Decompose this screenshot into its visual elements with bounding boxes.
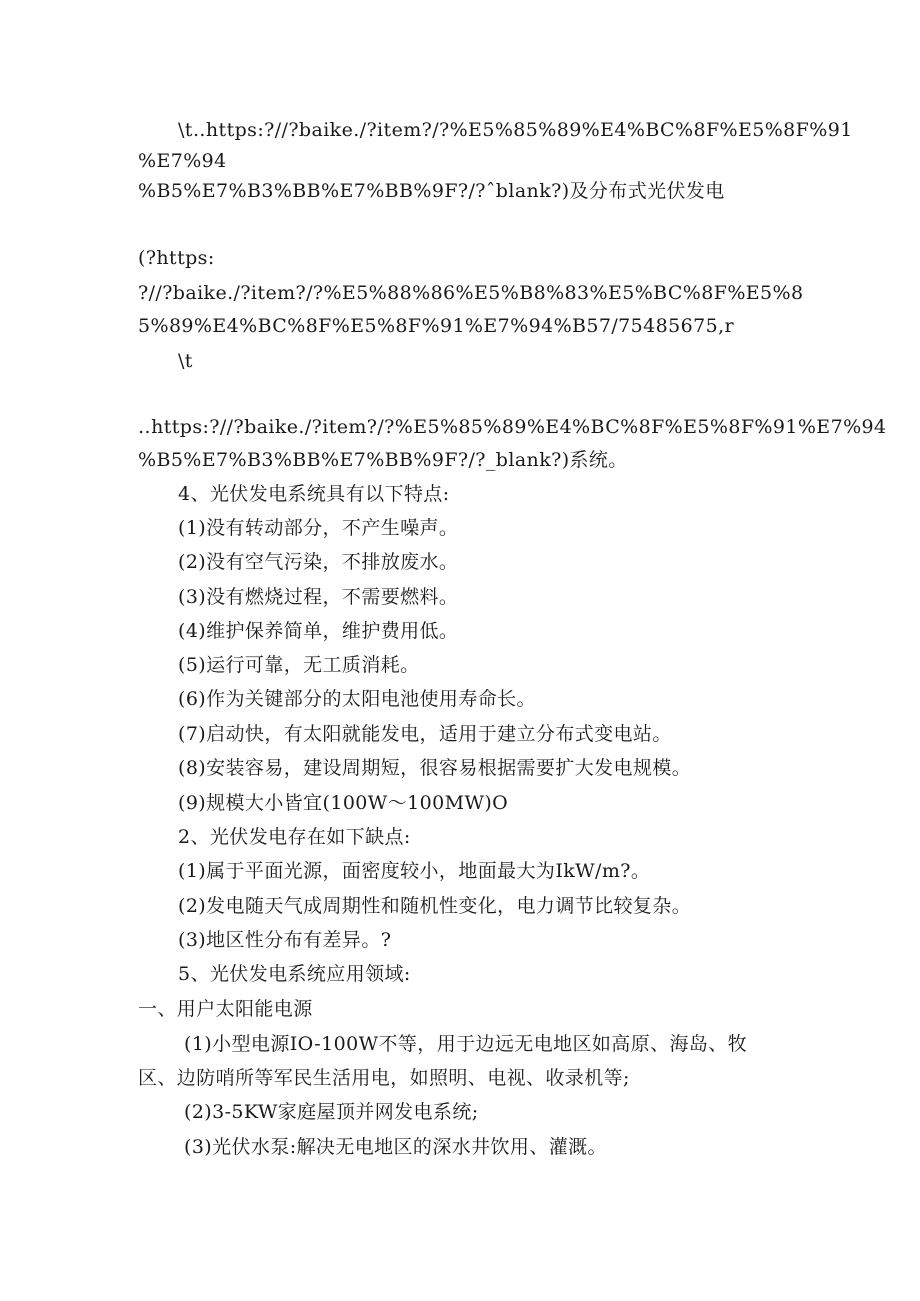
application-item-2: (2)3-5KW家庭屋顶并网发电系统;: [184, 1101, 479, 1123]
subsection-heading-user-solar: 一、用户太阳能电源: [138, 998, 313, 1020]
application-item-3: (3)光伏水泵:解决无电地区的深水井饮用、灌溉。: [184, 1136, 607, 1158]
section-heading-applications: 5、光伏发电系统应用领域:: [178, 963, 411, 985]
section-heading-drawbacks: 2、光伏发电存在如下缺点:: [178, 826, 411, 848]
url-line-9: %B5%E7%B3%BB%E7%BB%9F?/?_blank?)系统。: [138, 449, 628, 471]
application-item-1-cont: 区、边防哨所等军民生活用电，如照明、电视、收录机等;: [138, 1067, 630, 1089]
feature-item-3: (3)没有燃烧过程，不需要燃料。: [178, 586, 459, 608]
section-heading-features: 4、光伏发电系统具有以下特点:: [178, 483, 450, 505]
feature-item-1: (1)没有转动部分，不产生噪声。: [178, 517, 459, 539]
drawback-item-3: (3)地区性分布有差异。?: [178, 929, 392, 951]
feature-item-2: (2)没有空气污染，不排放废水。: [178, 551, 459, 573]
feature-item-9: (9)规模大小皆宜(100W～100MW)O: [178, 792, 509, 814]
url-line-4: (?https:: [138, 247, 215, 269]
url-line-6: 5%89%E4%BC%8F%E5%8F%91%E7%94%B57/75485675,r: [138, 315, 734, 337]
feature-item-6: (6)作为关键部分的太阳电池使用寿命长。: [178, 688, 536, 710]
application-item-1: (1)小型电源IO-100W不等，用于边远无电地区如高原、海岛、牧: [184, 1033, 748, 1055]
url-line-8: ‥https:?//?baike./?item?/?%E5%85%89%E4%BC%8F%E5%8F%91%E7%94: [138, 416, 887, 438]
url-line-1: \t‥https:?//?baike./?item?/?%E5%85%89%E4%BC%8F%E5%8F%91: [178, 119, 853, 141]
url-line-7: \t: [178, 350, 193, 372]
feature-item-4: (4)维护保养简单，维护费用低。: [178, 620, 459, 642]
feature-item-8: (8)安装容易，建设周期短，很容易根据需要扩大发电规模。: [178, 757, 692, 779]
feature-item-7: (7)启动快，有太阳就能发电，适用于建立分布式变电站。: [178, 723, 672, 745]
feature-item-5: (5)运行可靠，无工质消耗。: [178, 654, 420, 676]
url-line-3: %B5%E7%B3%BB%E7%BB%9F?/?ˆblank?)及分布式光伏发电: [138, 180, 725, 202]
drawback-item-2: (2)发电随天气成周期性和随机性变化，电力调节比较复杂。: [178, 895, 692, 917]
url-line-5: ?//?baike./?item?/?%E5%88%86%E5%B8%83%E5%BC%8F%E5%8: [138, 282, 804, 304]
url-line-2: %E7%94: [138, 150, 227, 172]
drawback-item-1: (1)属于平面光源，面密度较小，地面最大为IkW/m?。: [178, 860, 651, 882]
